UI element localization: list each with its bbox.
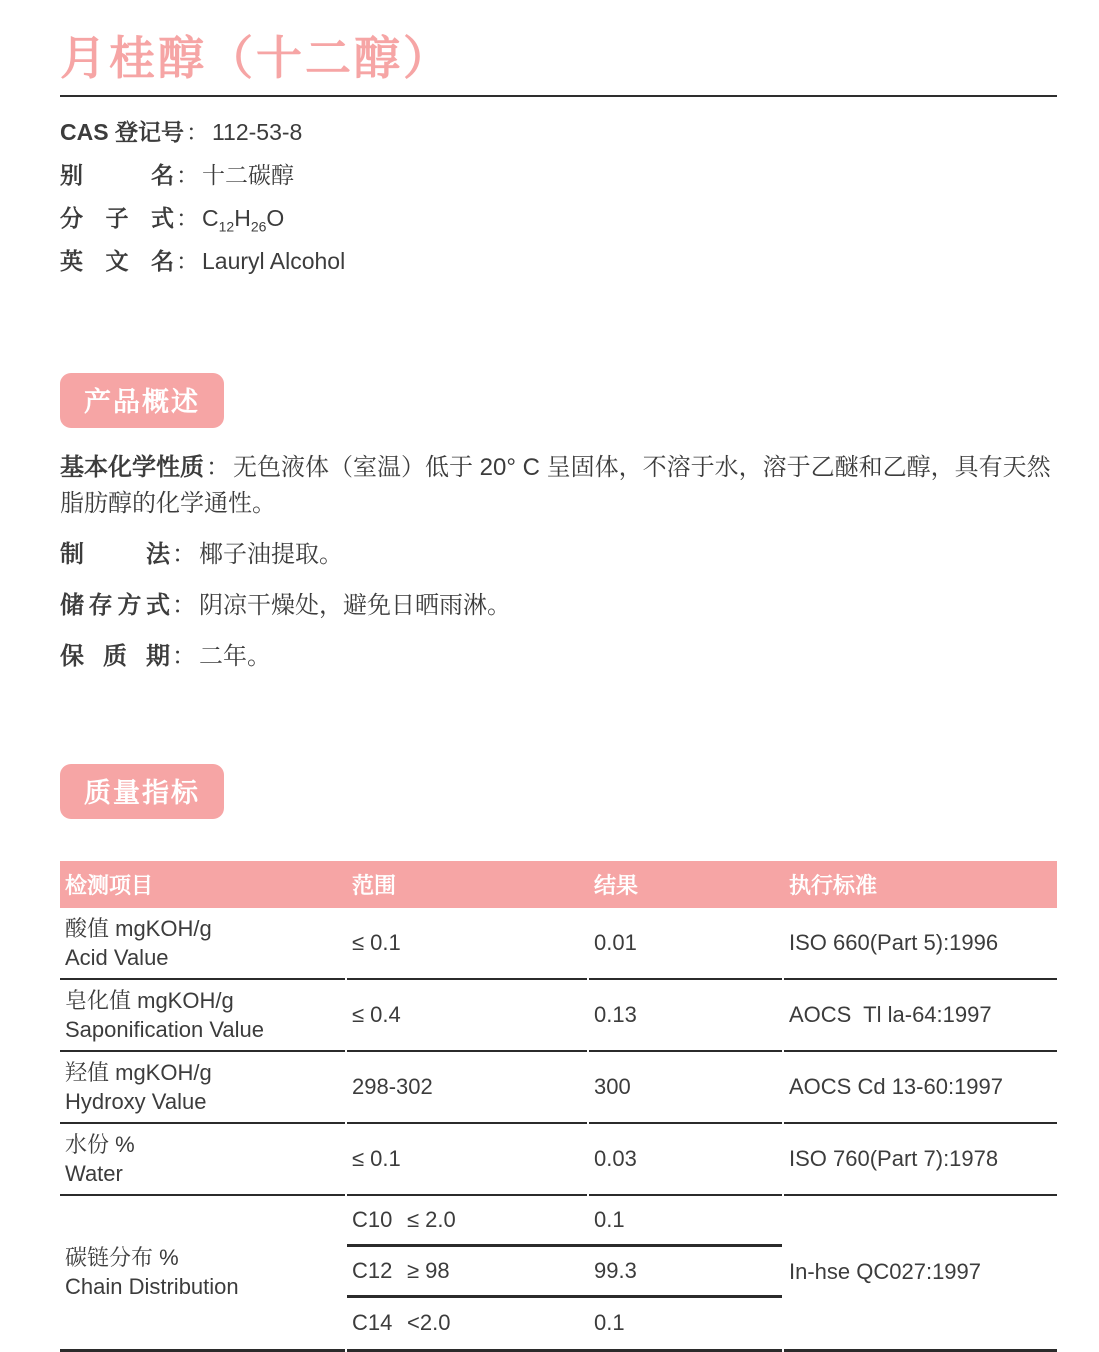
overview-item-storage (60, 588, 1057, 624)
cas-value: 112-53-8 (211, 118, 303, 145)
range-cell: ≤ 0.4 (347, 980, 587, 1052)
page-title: 月桂醇（十二醇） (60, 32, 452, 84)
column-header-test-item: 检测项目 (65, 872, 154, 898)
test-item-cell (60, 1052, 345, 1124)
chain-distribution-subtable (347, 1196, 782, 1352)
test-item-cell (60, 1124, 345, 1196)
chain-spec: ≤ 2.0 (407, 1206, 456, 1232)
overview-item-preparation (60, 537, 1057, 573)
standard-cell: ISO 660(Part 5):1996 (784, 908, 1057, 980)
column-header-standard: 执行标准 (789, 872, 878, 898)
colon: ： (185, 118, 209, 145)
basic-info-section (60, 117, 1057, 276)
formula-o: O (266, 204, 285, 231)
storage-label: 储存方式 (60, 591, 170, 619)
chain-result: 0.1 (594, 1206, 625, 1232)
datasheet-page (60, 0, 1057, 1352)
subrow-c10 (347, 1196, 782, 1247)
quality-section (60, 690, 1057, 1352)
info-row-alias (60, 160, 1057, 190)
chain-length: C14 (352, 1310, 393, 1336)
standard-cell: ISO 760(Part 7):1978 (784, 1124, 1057, 1196)
range-cell: 298-302 (347, 1052, 587, 1124)
info-row-formula (60, 203, 1057, 233)
test-item-en: Saponification Value (65, 1016, 264, 1042)
info-row-english-name (60, 246, 1057, 276)
chain-length: C12 (352, 1257, 393, 1283)
molecular-formula (202, 204, 285, 235)
quality-section-badge: 质量指标 (60, 764, 224, 819)
test-item-zh: 酸值 mgKOH/g (65, 915, 212, 941)
standard-cell: AOCS Cd 13-60:1997 (784, 1052, 1057, 1124)
colon: ： (172, 591, 196, 619)
formula-c-subscript: 12 (218, 218, 235, 235)
alias-value: 十二碳醇 (202, 161, 294, 188)
standard-cell: In-hse QC027:1997 (784, 1196, 1057, 1352)
standard-cell: AOCS Tl la-64:1997 (784, 980, 1057, 1052)
colon: ： (206, 453, 230, 481)
test-item-zh: 水份 % (65, 1131, 135, 1157)
chain-length: C10 (352, 1206, 393, 1232)
column-header-range: 范围 (352, 872, 397, 898)
properties-label: 基本化学性质 (60, 453, 204, 481)
info-row-cas (60, 117, 1057, 147)
properties-text: 无色液体（室温）低于 20° C 呈固体，不溶于水，溶于乙醚和乙醇，具有天然脂肪醇的化学通性。 (60, 453, 1051, 517)
subrow-c14 (347, 1298, 782, 1349)
overview-list (60, 450, 1057, 675)
shelf-life-text: 二年。 (199, 642, 271, 670)
test-item-zh: 羟值 mgKOH/g (65, 1059, 212, 1085)
chain-spec: ≥ 98 (407, 1257, 450, 1283)
overview-item-shelf-life (60, 639, 1057, 675)
formula-label: 分子式 (60, 204, 174, 231)
range-cell: ≤ 0.1 (347, 1124, 587, 1196)
storage-text: 阴凉干燥处，避免日晒雨淋。 (199, 591, 511, 619)
table-row-saponification-value (60, 980, 1057, 1052)
preparation-text: 椰子油提取。 (199, 540, 343, 568)
result-cell: 0.13 (589, 980, 782, 1052)
test-item-en: Chain Distribution (65, 1274, 239, 1300)
quality-table-header-row (60, 861, 1057, 908)
table-row-chain-distribution (60, 1196, 1057, 1352)
alias-label: 别名 (60, 161, 174, 188)
shelf-life-label: 保质期 (60, 642, 170, 670)
overview-section-badge: 产品概述 (60, 373, 224, 428)
result-cell: 0.01 (589, 908, 782, 980)
colon: ： (172, 642, 196, 670)
test-item-zh: 皂化值 mgKOH/g (65, 987, 234, 1013)
colon: ： (172, 540, 196, 568)
formula-h: H (234, 204, 251, 231)
overview-item-properties (60, 450, 1057, 522)
chain-spec: <2.0 (407, 1310, 451, 1336)
quality-table (60, 861, 1057, 1352)
overview-section (60, 289, 1057, 675)
test-item-zh: 碳链分布 % (65, 1245, 179, 1271)
cas-label: CAS 登记号 (60, 118, 184, 145)
title-divider (60, 95, 1057, 97)
test-item-cell (60, 1196, 345, 1352)
range-cell: ≤ 0.1 (347, 908, 587, 980)
column-header-result: 结果 (594, 872, 639, 898)
preparation-label: 制法 (60, 540, 170, 568)
table-row-hydroxy-value (60, 1052, 1057, 1124)
test-item-cell (60, 908, 345, 980)
result-cell: 0.03 (589, 1124, 782, 1196)
test-item-cell (60, 980, 345, 1052)
colon: ： (176, 204, 199, 231)
test-item-en: Hydroxy Value (65, 1088, 207, 1114)
colon: ： (176, 247, 199, 274)
formula-h-subscript: 26 (250, 218, 267, 235)
table-row-water (60, 1124, 1057, 1196)
subrow-c12 (347, 1247, 782, 1298)
chain-result: 0.1 (594, 1310, 625, 1336)
colon: ： (176, 161, 199, 188)
table-row-acid-value (60, 908, 1057, 980)
test-item-en: Acid Value (65, 944, 169, 970)
english-name-label: 英文名 (60, 247, 174, 274)
chain-result: 99.3 (594, 1257, 637, 1283)
test-item-en: Water (65, 1160, 123, 1186)
result-cell: 300 (589, 1052, 782, 1124)
formula-c: C (202, 204, 219, 231)
english-name-value: Lauryl Alcohol (202, 247, 346, 274)
